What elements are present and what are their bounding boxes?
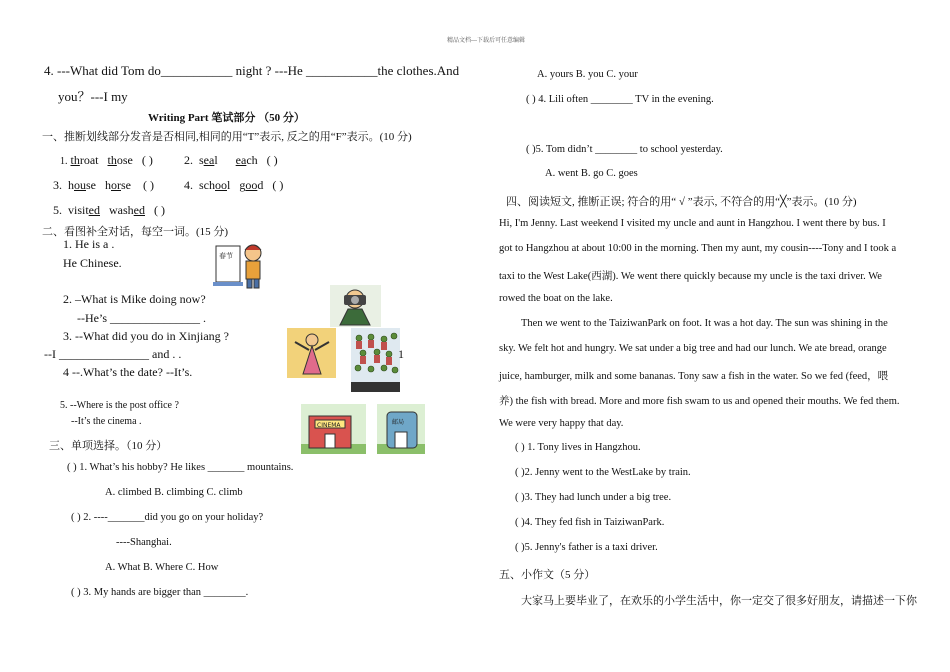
picture-cinema bbox=[301, 404, 366, 454]
cinema-building-icon bbox=[301, 404, 366, 454]
mc-question-2: ( ) 2. ----_______did you go on your holiday? bbox=[71, 512, 264, 523]
picture-chinese-boy bbox=[213, 238, 267, 290]
true-false-item-2: ( )2. Jenny went to the WestLake by train. bbox=[515, 467, 691, 478]
stray-number: 1 bbox=[398, 347, 404, 361]
reading-line-2: got to Hangzhou at about 10:00 in the morning. Then my aunt, my cousin----Tony and I took a bbox=[499, 243, 897, 254]
pronunciation-item-4: 4. school good ( ) bbox=[184, 178, 284, 192]
reading-line-5: Then we went to the TaiziwanPark on foot. It was a hot day. The sun was shining in the bbox=[521, 318, 888, 329]
picture-girl-dancing bbox=[287, 328, 336, 378]
dialog-2a: 2. –What is Mike doing now? bbox=[63, 292, 206, 306]
boy-illustration-icon bbox=[213, 238, 267, 290]
crowd-grapes-icon bbox=[351, 328, 400, 392]
mc-question-4: ( ) 4. Lili often ________ TV in the evening. bbox=[526, 94, 714, 105]
mc-question-5-options: A. went B. go C. goes bbox=[545, 168, 638, 179]
sign-text: 春节 bbox=[219, 252, 233, 260]
dialog-4: 4 --.What’s the date? --It’s. bbox=[63, 365, 193, 379]
camera-person-icon bbox=[330, 285, 381, 327]
dialog-5b: --It’s the cinema . bbox=[71, 416, 142, 427]
pronunciation-item-1: 1. throat those ( ) bbox=[60, 153, 153, 167]
dialog-1a: 1. He is a . bbox=[63, 237, 115, 251]
reading-line-9: We were very happy that day. bbox=[499, 418, 624, 429]
pronunciation-item-3: 3. house horse ( ) bbox=[53, 178, 154, 192]
reading-line-7: juice, hamburger, milk and some bananas. Tony saw a fish in the water. So we fed (feed，喂 bbox=[499, 371, 889, 382]
mc-question-2-answer: ----Shanghai. bbox=[116, 537, 172, 548]
cinema-sign-text: CINEMA bbox=[317, 422, 341, 429]
reading-line-3: taxi to the West Lake(西湖). We went there quickly because my uncle is the taxi driver. We bbox=[499, 271, 882, 282]
mc-question-3-options: A. yours B. you C. your bbox=[537, 69, 638, 80]
section-3-title: 三、单项选择。（10 分） bbox=[49, 440, 168, 452]
section-4-title: 四、阅读短文, 推断正误; 符合的用“ √ ”表示, 不符合的用“╳”表示。(10 分) bbox=[506, 196, 857, 208]
section-5-title: 五、小作文（5 分） bbox=[499, 569, 596, 581]
dialog-3a: 3. --What did you do in Xinjiang ? bbox=[63, 329, 229, 343]
reading-line-4: rowed the boat on the lake. bbox=[499, 293, 613, 304]
reading-line-6: sky. We felt hot and hungry. We sat under a big tree and had our lunch. We ate bread, orange bbox=[499, 343, 887, 354]
true-false-item-4: ( )4. They fed fish in TaiziwanPark. bbox=[515, 517, 665, 528]
picture-photographer bbox=[330, 285, 381, 327]
true-false-item-3: ( )3. They had lunch under a big tree. bbox=[515, 492, 672, 503]
post-office-building-icon bbox=[377, 404, 425, 454]
dialog-2b: --He’s _______________ . bbox=[77, 311, 206, 325]
mc-question-2-options: A. What B. Where C. How bbox=[105, 562, 219, 573]
pronunciation-item-5: 5. visited washed ( ) bbox=[53, 203, 165, 217]
mc-question-1-options: A. climbed B. climbing C. climb bbox=[105, 487, 243, 498]
dialog-3b: --I _______________ and . . bbox=[44, 347, 182, 361]
reading-line-8: 养) the fish with bread. More and more fish swam to us and opened their mouths. We fed them. bbox=[499, 396, 900, 407]
picture-grapes bbox=[351, 328, 400, 392]
mc-question-3: ( ) 3. My hands are bigger than ________. bbox=[71, 587, 249, 598]
dialog-5a: 5. --Where is the post office ? bbox=[60, 400, 179, 411]
pronunciation-item-2: 2. seal each ( ) bbox=[184, 153, 278, 167]
mc-question-5: ( )5. Tom didn’t ________ to school yesterday. bbox=[526, 144, 723, 155]
post-office-sign-text: 邮局 bbox=[392, 419, 405, 426]
question-4-line1: 4. ---What did Tom do___________ night ? ---He ___________the clothes.And bbox=[44, 63, 460, 78]
dancer-icon bbox=[287, 328, 336, 378]
section-5-prompt: 大家马上要毕业了，在欢乐的小学生活中，你一定交了很多好朋友，请描述一下你 bbox=[521, 595, 917, 607]
true-false-item-5: ( )5. Jenny's father is a taxi driver. bbox=[515, 542, 658, 553]
writing-part-title: Writing Part 笔试部分 （50 分） bbox=[148, 112, 305, 124]
picture-post-office bbox=[377, 404, 425, 454]
reading-line-1: Hi, I'm Jenny. Last weekend I visited my uncle and aunt in Hangzhou. I went there by bus. I bbox=[499, 218, 886, 229]
section-1-title: 一、推断划线部分发音是否相同,相同的用“T”表示, 反之的用“F”表示。(10 分) bbox=[42, 131, 412, 143]
question-4-line2: you？---I my bbox=[58, 89, 128, 104]
page-header: 精品文档---下载后可任意编辑 bbox=[447, 38, 525, 44]
mc-question-1: ( ) 1. What’s his hobby? He likes _______ mountains. bbox=[67, 462, 294, 473]
section-2-title: 二、看图补全对话，每空一词。(15 分) bbox=[42, 226, 229, 238]
true-false-item-1: ( ) 1. Tony lives in Hangzhou. bbox=[515, 442, 641, 453]
dialog-1b: He Chinese. bbox=[63, 256, 122, 270]
